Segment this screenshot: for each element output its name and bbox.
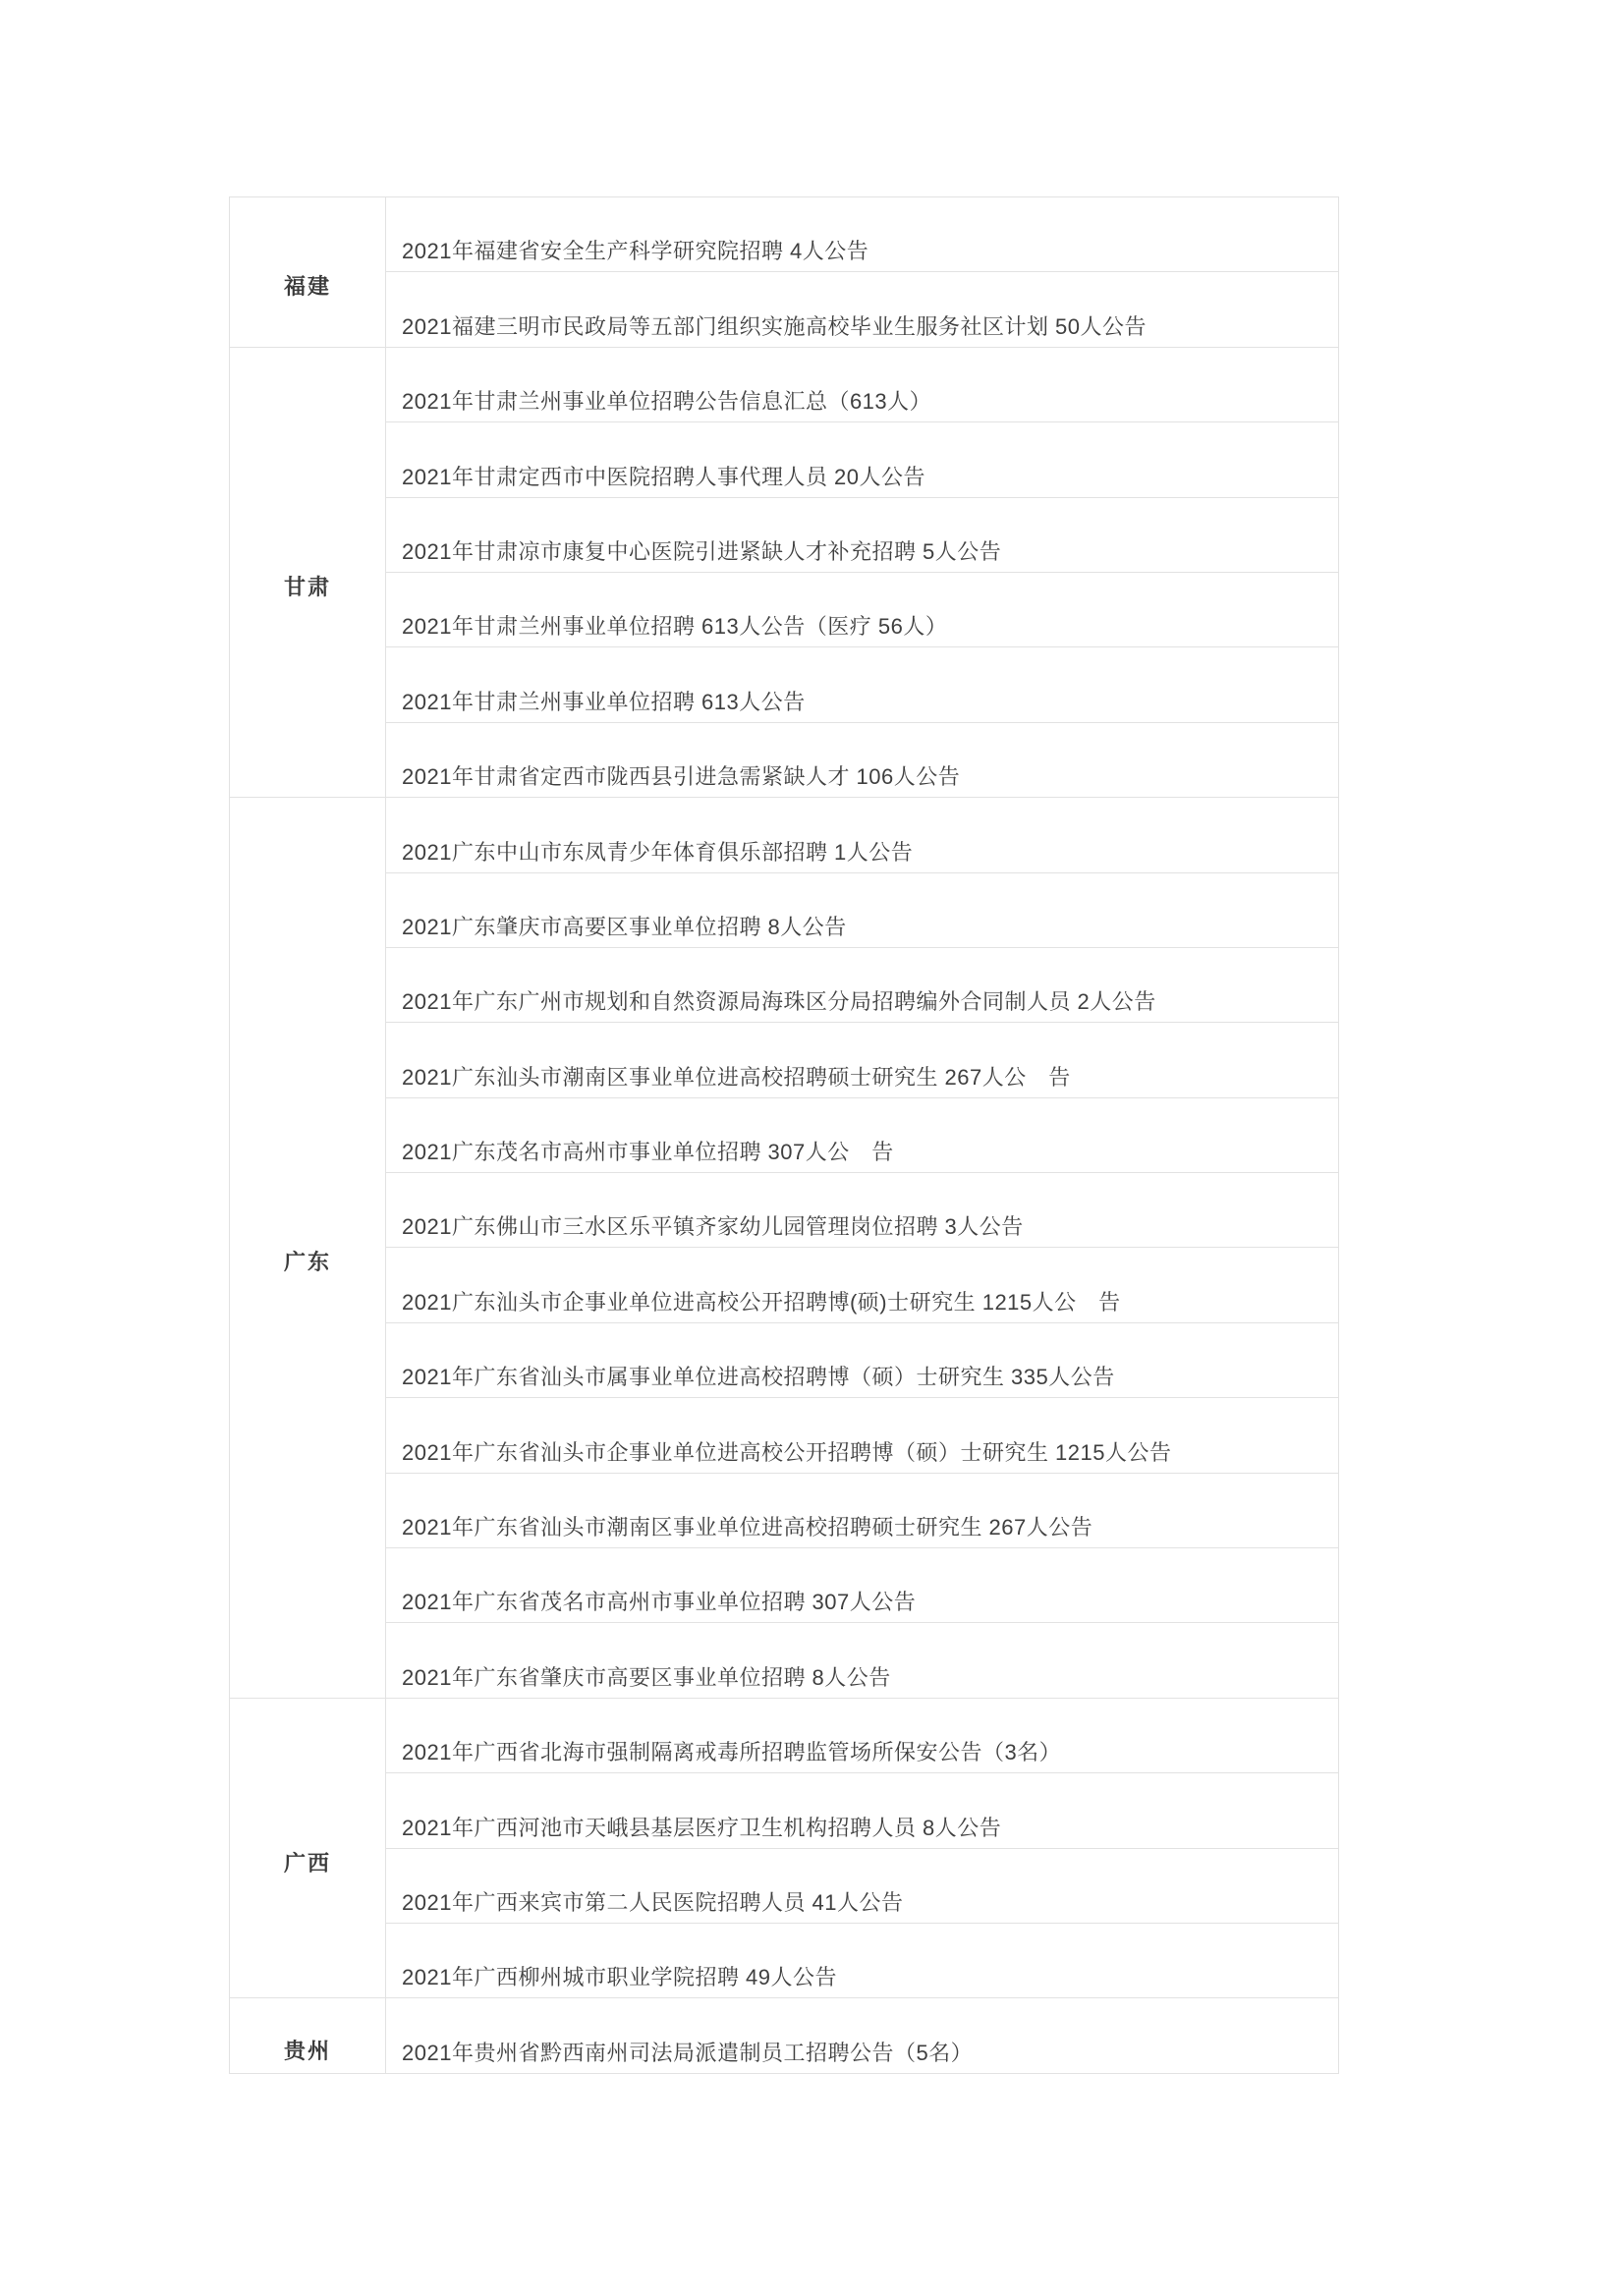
announcement-title: 2021年甘肃兰州事业单位招聘 613人公告（医疗 56人） (386, 572, 1339, 646)
table-row (230, 872, 1339, 947)
announcement-title: 2021年广东省汕头市企事业单位进高校公开招聘博（硕）士研究生 1215人公告 (386, 1398, 1339, 1473)
recruitment-table-body (230, 197, 1339, 2074)
announcement-title: 2021年甘肃兰州事业单位招聘 613人公告 (386, 647, 1339, 722)
announcement-title: 2021年甘肃凉市康复中心医院引进紧缺人才补充招聘 5人公告 (386, 497, 1339, 572)
announcement-title: 2021年广西来宾市第二人民医院招聘人员 41人公告 (386, 1848, 1339, 1923)
announcement-title: 2021福建三明市民政局等五部门组织实施高校毕业生服务社区计划 50人公告 (386, 272, 1339, 347)
province-label: 甘肃 (230, 347, 386, 797)
table-row (230, 497, 1339, 572)
table-row (230, 1097, 1339, 1172)
announcement-title: 2021广东肇庆市高要区事业单位招聘 8人公告 (386, 872, 1339, 947)
table-row (230, 722, 1339, 797)
table-row (230, 1173, 1339, 1248)
announcement-title: 2021年广东广州市规划和自然资源局海珠区分局招聘编外合同制人员 2人公告 (386, 947, 1339, 1022)
table-row (230, 1998, 1339, 2073)
table-row (230, 572, 1339, 646)
recruitment-table (229, 196, 1339, 2074)
announcement-title: 2021广东茂名市高州市事业单位招聘 307人公 告 (386, 1097, 1339, 1172)
announcement-title: 2021广东佛山市三水区乐平镇齐家幼儿园管理岗位招聘 3人公告 (386, 1173, 1339, 1248)
announcement-title: 2021年广东省汕头市潮南区事业单位进高校招聘硕士研究生 267人公告 (386, 1473, 1339, 1547)
table-row (230, 1023, 1339, 1097)
table-row (230, 1548, 1339, 1623)
announcement-title: 2021年广东省肇庆市高要区事业单位招聘 8人公告 (386, 1623, 1339, 1698)
table-row (230, 1623, 1339, 1698)
announcement-title: 2021年广西柳州城市职业学院招聘 49人公告 (386, 1923, 1339, 1997)
table-row (230, 1322, 1339, 1397)
province-label: 广西 (230, 1698, 386, 1998)
table-row (230, 1248, 1339, 1322)
table-row (230, 1773, 1339, 1848)
table-row (230, 1698, 1339, 1772)
announcement-title: 2021年福建省安全生产科学研究院招聘 4人公告 (386, 197, 1339, 272)
table-row (230, 1848, 1339, 1923)
table-row (230, 422, 1339, 497)
table-row (230, 947, 1339, 1022)
announcement-title: 2021年广西河池市天峨县基层医疗卫生机构招聘人员 8人公告 (386, 1773, 1339, 1848)
announcement-title: 2021年甘肃定西市中医院招聘人事代理人员 20人公告 (386, 422, 1339, 497)
announcement-title: 2021年广东省汕头市属事业单位进高校招聘博（硕）士研究生 335人公告 (386, 1322, 1339, 1397)
announcement-title: 2021年甘肃省定西市陇西县引进急需紧缺人才 106人公告 (386, 722, 1339, 797)
announcement-title: 2021广东汕头市潮南区事业单位进高校招聘硕士研究生 267人公 告 (386, 1023, 1339, 1097)
announcement-title: 2021广东汕头市企事业单位进高校公开招聘博(硕)士研究生 1215人公 告 (386, 1248, 1339, 1322)
announcement-title: 2021年甘肃兰州事业单位招聘公告信息汇总（613人） (386, 347, 1339, 421)
announcement-title: 2021年广西省北海市强制隔离戒毒所招聘监管场所保安公告（3名） (386, 1698, 1339, 1772)
table-row (230, 798, 1339, 872)
table-row (230, 347, 1339, 421)
province-label: 福建 (230, 197, 386, 348)
province-label: 广东 (230, 798, 386, 1699)
announcement-title: 2021广东中山市东凤青少年体育俱乐部招聘 1人公告 (386, 798, 1339, 872)
announcement-title: 2021年广东省茂名市高州市事业单位招聘 307人公告 (386, 1548, 1339, 1623)
announcement-title: 2021年贵州省黔西南州司法局派遣制员工招聘公告（5名） (386, 1998, 1339, 2073)
table-row (230, 1398, 1339, 1473)
table-row (230, 272, 1339, 347)
table-row (230, 1923, 1339, 1997)
table-row (230, 197, 1339, 272)
table-row (230, 1473, 1339, 1547)
table-row (230, 647, 1339, 722)
province-label: 贵州 (230, 1998, 386, 2073)
